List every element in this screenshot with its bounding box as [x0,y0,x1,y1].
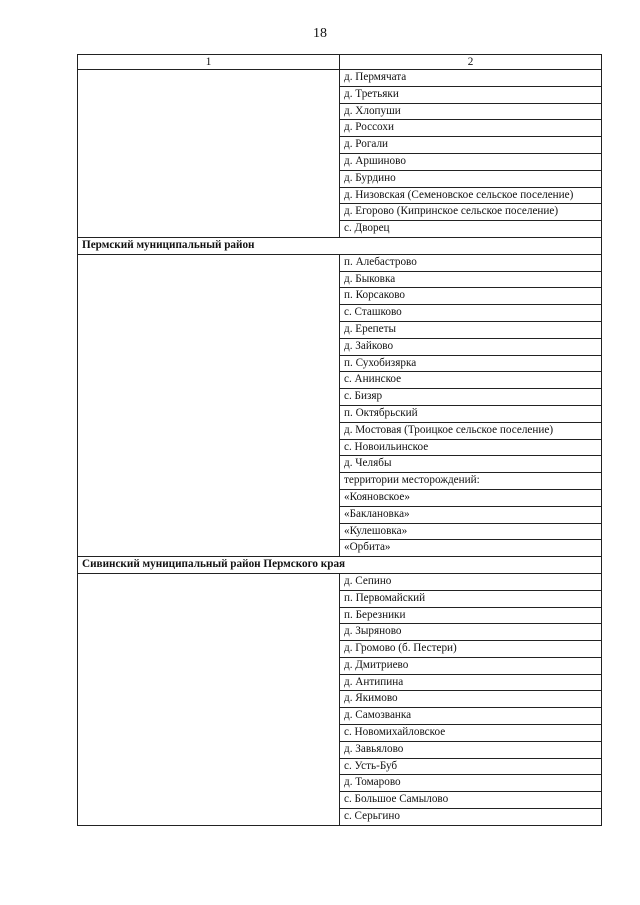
settlement-name: с. Новоильинское [340,439,602,456]
empty-column-1-cell [78,70,340,238]
table-header-row [78,55,602,70]
settlement-name: д. Якимово [340,691,602,708]
settlement-name: с. Дворец [340,221,602,238]
settlement-name: д. Пермячата [340,70,602,87]
district-name: Пермский муниципальный район [78,237,602,254]
settlement-name: «Орбита» [340,540,602,557]
settlement-name: д. Сепино [340,573,602,590]
empty-column-1-cell [78,254,340,556]
settlement-name: п. Березники [340,607,602,624]
table-row [78,573,602,590]
settlement-name: д. Громово (б. Пестери) [340,641,602,658]
settlement-name: п. Корсаково [340,288,602,305]
table-row [78,254,602,271]
settlement-name: с. Новомихайловское [340,725,602,742]
settlement-name: п. Октябрьский [340,405,602,422]
page-number: 18 [313,26,327,41]
settlement-name: с. Сташково [340,305,602,322]
settlement-name: д. Ерепеты [340,321,602,338]
settlement-name: д. Быковка [340,271,602,288]
settlement-name: с. Бизяр [340,389,602,406]
settlement-name: «Баклановка» [340,506,602,523]
settlement-name: д. Мостовая (Троицкое сельское поселение) [340,422,602,439]
settlement-name: территории месторождений: [340,473,602,490]
settlement-name: «Кояновское» [340,489,602,506]
district-header-row [78,237,602,254]
settlement-name: с. Серьгино [340,809,602,826]
settlement-name: п. Алебастрово [340,254,602,271]
settlement-name: д. Дмитриево [340,657,602,674]
settlement-name: п. Сухобизярка [340,355,602,372]
district-name: Сивинский муниципальный район Пермского края [78,557,602,574]
settlement-name: п. Первомайский [340,590,602,607]
settlement-name: д. Самозванка [340,708,602,725]
settlement-name: д. Егорово (Кипринское сельское поселение) [340,204,602,221]
settlement-name: «Кулешовка» [340,523,602,540]
settlement-name: д. Россохи [340,120,602,137]
settlement-name: д. Рогали [340,137,602,154]
settlement-name: д. Челябы [340,456,602,473]
settlement-name: с. Усть-Буб [340,758,602,775]
column-header-1: 1 [78,55,340,70]
settlement-name: д. Завьялово [340,741,602,758]
settlement-name: с. Большое Самылово [340,792,602,809]
column-header-2: 2 [340,55,602,70]
district-header-row [78,557,602,574]
settlement-name: д. Низовская (Семеновское сельское поселение) [340,187,602,204]
settlement-name: д. Хлопуши [340,103,602,120]
settlement-name: д. Антипина [340,674,602,691]
settlement-name: с. Анинское [340,372,602,389]
settlement-name: д. Томарово [340,775,602,792]
table-row [78,70,602,87]
settlement-name: д. Третьяки [340,86,602,103]
empty-column-1-cell [78,573,340,825]
settlement-name: д. Зыряново [340,624,602,641]
settlement-name: д. Зайково [340,338,602,355]
settlements-table-body [78,55,602,826]
settlement-name: д. Аршиново [340,153,602,170]
settlements-table [77,54,602,826]
settlement-name: д. Бурдино [340,170,602,187]
